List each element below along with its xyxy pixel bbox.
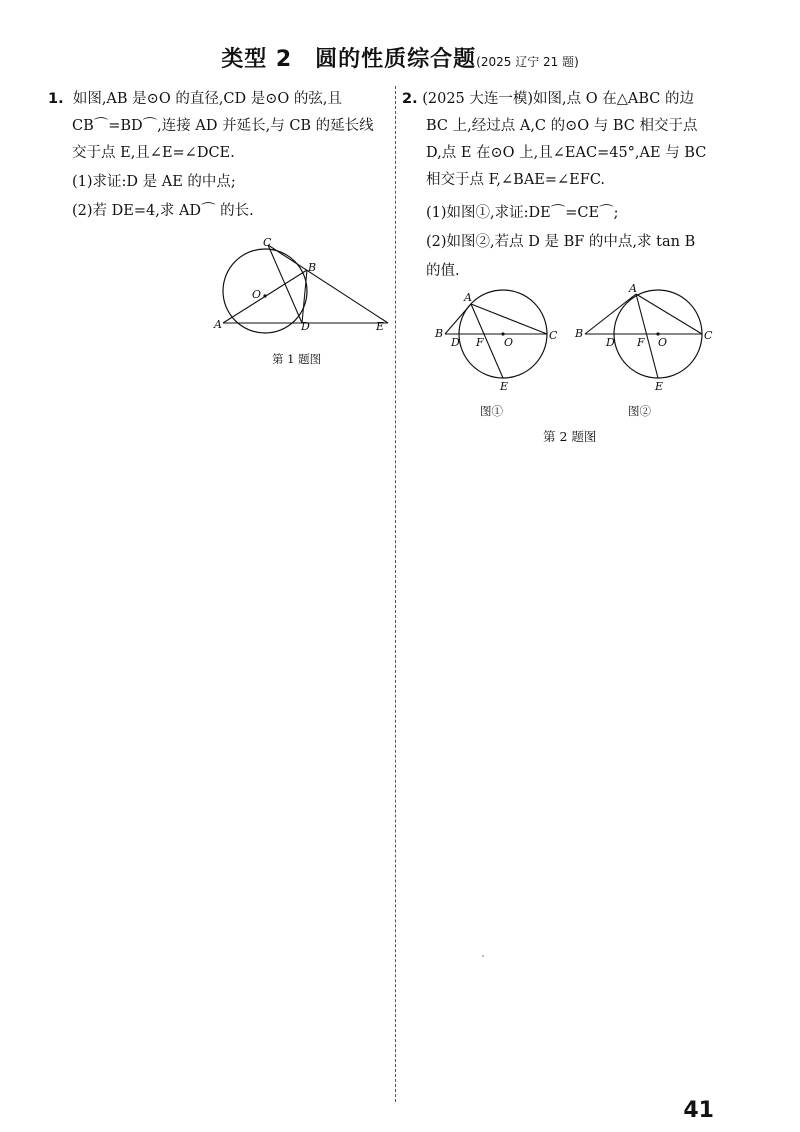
q1-label-d: D bbox=[301, 320, 310, 333]
q1-label-a: A bbox=[214, 318, 222, 331]
q2-line-1: 2. (2025 大连一模)如图,点 O 在△ABC 的边 bbox=[402, 91, 695, 107]
page-title bbox=[0, 42, 800, 73]
q2f1-label-o: O bbox=[504, 336, 514, 349]
q1-center-dot bbox=[263, 294, 266, 297]
q1-label-b: B bbox=[308, 261, 317, 274]
q1-caption: 第 1 题图 bbox=[272, 352, 322, 366]
page-number: 41 bbox=[683, 1098, 714, 1123]
q1-label-c: C bbox=[263, 236, 272, 249]
q1-line-3: 交于点 E,且∠E=∠DCE. bbox=[72, 145, 235, 161]
q1-line-2: CB⌒=BD⌒,连接 AD 并延长,与 CB 的延长线 bbox=[72, 118, 374, 134]
q2-number: 2. bbox=[402, 91, 418, 107]
q2f2-label-e: E bbox=[655, 380, 664, 393]
q1-line-1: 1. 如图,AB 是⊙O 的直径,CD 是⊙O 的弦,且 bbox=[48, 91, 343, 107]
q2-line-3: D,点 E 在⊙O 上,且∠EAC=45°,AE 与 BC bbox=[426, 145, 707, 161]
q1-label-e: E bbox=[376, 320, 385, 333]
section-source: (2025 辽宁 21 题) bbox=[476, 55, 579, 69]
q2-sub-2-line-2: 的值. bbox=[426, 263, 460, 279]
q2f2-line-ab bbox=[585, 294, 636, 334]
q2-caption: 第 2 题图 bbox=[543, 429, 597, 444]
question-1 bbox=[48, 86, 388, 225]
section-title: 类型 2 圆的性质综合题 bbox=[221, 47, 477, 72]
q1-sub-1: (1)求证:D 是 AE 的中点; bbox=[72, 174, 236, 190]
q2f1-line-ab bbox=[445, 304, 471, 334]
q2f1-label-c: C bbox=[549, 329, 558, 342]
q2f1-label-e: E bbox=[500, 380, 509, 393]
q2f2-caption: 图② bbox=[628, 404, 651, 418]
q2-figure-2 bbox=[570, 282, 720, 424]
q1-sub-2: (2)若 DE=4,求 AD⌒ 的长. bbox=[72, 203, 254, 219]
q2f1-label-b: B bbox=[435, 327, 444, 340]
q1-figure bbox=[210, 232, 400, 372]
q2-figure-1 bbox=[430, 282, 570, 424]
q2-line-2: BC 上,经过点 A,C 的⊙O 与 BC 相交于点 bbox=[426, 118, 698, 134]
q2f2-label-c: C bbox=[704, 329, 713, 342]
q2f2-label-b: B bbox=[575, 327, 584, 340]
q2-sub-1: (1)如图①,求证:DE⌒=CE⌒; bbox=[426, 205, 619, 221]
question-2 bbox=[402, 86, 732, 285]
q2f2-label-f: F bbox=[637, 336, 645, 349]
q2f1-caption: 图① bbox=[480, 404, 503, 418]
scan-speck bbox=[482, 955, 484, 957]
q2f1-label-d: D bbox=[451, 336, 460, 349]
q2f2-label-a: A bbox=[629, 282, 637, 295]
q2f1-label-f: F bbox=[476, 336, 484, 349]
q2f2-label-d: D bbox=[606, 336, 615, 349]
q2-line-4: 相交于点 F,∠BAE=∠EFC. bbox=[426, 172, 606, 188]
q2f2-label-o: O bbox=[658, 336, 668, 349]
q2f2-line-ac bbox=[636, 294, 702, 334]
q1-number: 1. bbox=[48, 91, 64, 107]
q1-line-ce bbox=[268, 245, 388, 323]
q2f1-label-a: A bbox=[464, 291, 472, 304]
q2-sub-2-line-1: (2)如图②,若点 D 是 BF 的中点,求 tan B bbox=[426, 234, 696, 250]
q1-label-o: O bbox=[252, 288, 262, 301]
